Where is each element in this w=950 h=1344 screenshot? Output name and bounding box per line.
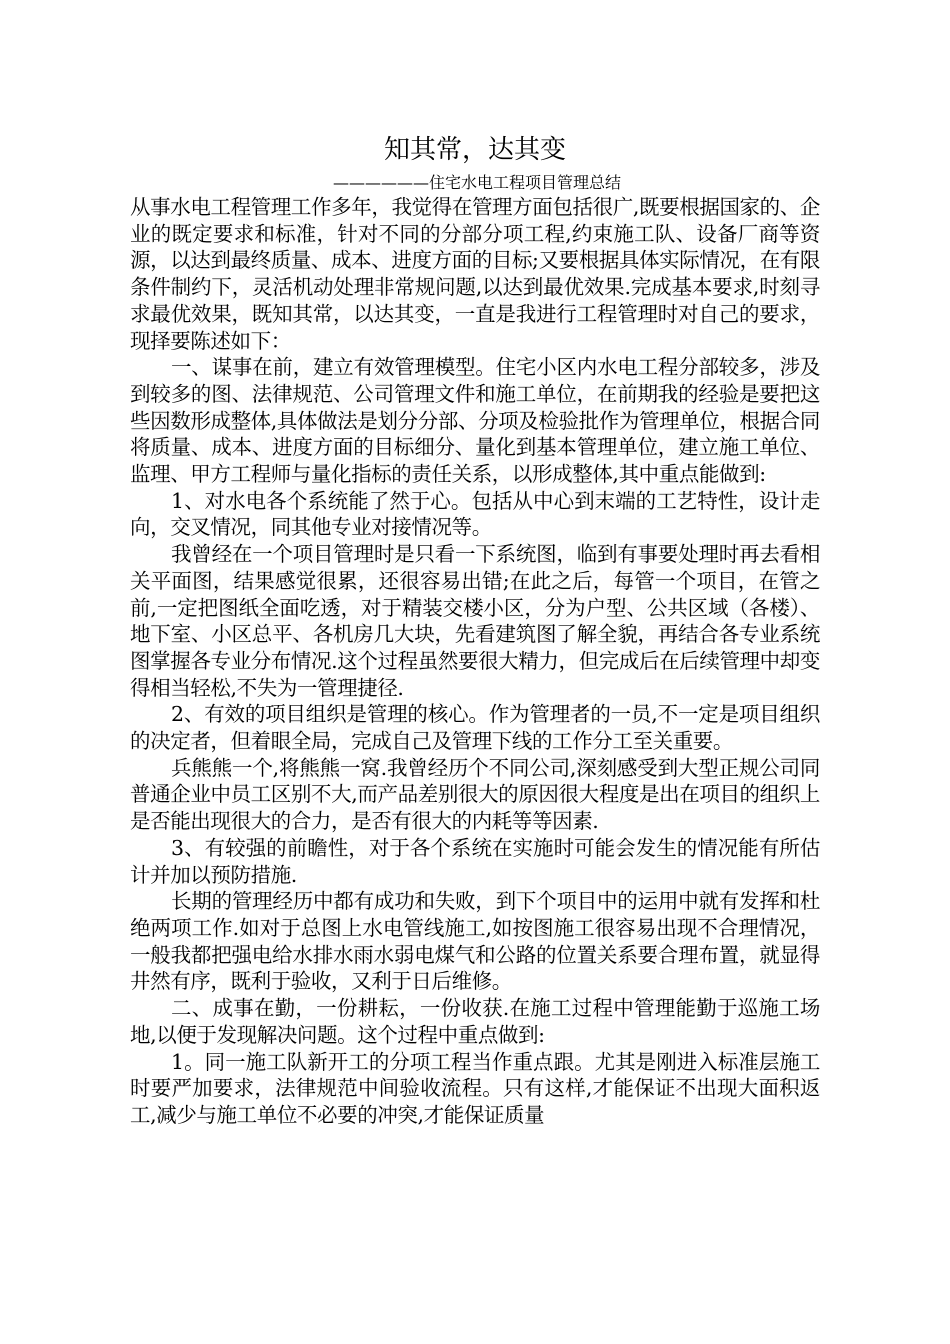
document-title: 知其常，达其变: [383, 135, 566, 165]
paragraph: 长期的管理经历中都有成功和失败，到下个项目中的运用中就有发挥和杜绝两项工作.如对于总图上水电管线施工,如按图施工很容易出现不合理情况，一般我都把强电给水排水雨水弱电煤气和公路的位置关系要合理布置，就显得井然有序，既利于验收，又利于日后维修。: [130, 889, 820, 994]
paragraph: 二、成事在勤，一份耕耘，一份收获.在施工过程中管理能勤于巡施工场地,以便于发现解决问题。这个过程中重点做到:: [130, 996, 820, 1047]
document-subtitle: ——————住宅水电工程项目管理总结: [332, 173, 621, 192]
document-body: [130, 194, 820, 1129]
paragraph: 2、有效的项目组织是管理的核心。作为管理者的一员,不一定是项目组织的决定者，但着眼全局，完成自己及管理下线的工作分工至关重要。: [130, 702, 820, 754]
paragraph: 一、谋事在前，建立有效管理模型。住宅小区内水电工程分部较多，涉及到较多的图、法律规范、公司管理文件和施工单位，在前期我的经验是要把这些因数形成整体,具体做法是划分分部、分项及检验批作为管理单位，根据合同将质量、成本、进度方面的目标细分、量化到基本管理单位，建立施工单位、监理、甲方工程师与量化指标的责任关系，以形成整体,其中重点能做到:: [130, 355, 820, 487]
paragraph: 1、对水电各个系统能了然于心。包括从中心到末端的工艺特性，设计走向，交叉情况，同其他专业对接情况等。: [130, 488, 820, 540]
document-page: [130, 130, 820, 1129]
paragraph: 兵熊熊一个,将熊熊一窝.我曾经历个不同公司,深刻感受到大型正规公司同普通企业中员工区别不大,而产品差别很大的原因很大程度是出在项目的组织上是否能出现很大的合力，是否有很大的内耗等等因素.: [130, 755, 820, 834]
paragraph: 从事水电工程管理工作多年，我觉得在管理方面包括很广,既要根据国家的、企业的既定要求和标准，针对不同的分部分项工程,约束施工队、设备厂商等资源，以达到最终质量、成本、进度方面的目标;又要根据具体实际情况，在有限条件制约下，灵活机动处理非常规问题,以达到最优效果.完成基本要求,时刻寻求最优效果，既知其常，以达其变，一直是我进行工程管理时对自己的要求，现择要陈述如下：: [130, 195, 820, 353]
paragraph: 3、有较强的前瞻性，对于各个系统在实施时可能会发生的情况能有所估计并加以预防措施.: [130, 835, 820, 887]
paragraph: 1。同一施工队新开工的分项工程当作重点跟。尤其是刚进入标准层施工时要严加要求，法律规范中间验收流程。只有这样,才能保证不出现大面积返工,减少与施工单位不必要的冲突,才能保证质量: [130, 1049, 820, 1127]
paragraph: 我曾经在一个项目管理时是只看一下系统图，临到有事要处理时再去看相关平面图，结果感觉很累，还很容易出错;在此之后，每管一个项目，在管之前,一定把图纸全面吃透，对于精装交楼小区，分为户型、公共区域（各楼）、地下室、小区总平、各机房几大块，先看建筑图了解全貌，再结合各专业系统图掌握各专业分布情况.这个过程虽然要很大精力，但完成后在后续管理中却变得相当轻松,不失为一管理捷径.: [130, 542, 820, 700]
